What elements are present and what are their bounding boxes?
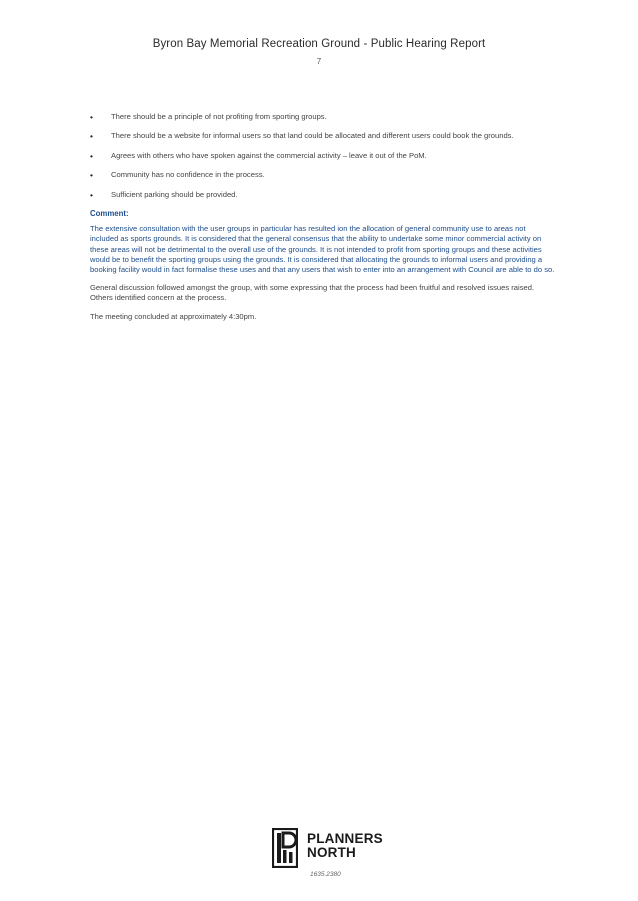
closing-paragraph: The meeting concluded at approximately 4:30pm. bbox=[90, 311, 257, 321]
comment-heading: Comment: bbox=[90, 208, 129, 218]
body-content bbox=[90, 112, 556, 330]
logo-line-north: NORTH bbox=[307, 845, 356, 860]
planners-north-logo-icon bbox=[272, 828, 298, 868]
list-item: • There should be a principle of not profiting from sporting groups. bbox=[90, 112, 556, 122]
logo-line-planners: PLANNERS bbox=[307, 831, 383, 846]
logo-wordmark bbox=[307, 832, 383, 860]
bullet-list bbox=[90, 112, 556, 200]
list-item: • Agrees with others who have spoken against the commercial activity – leave it out of the PoM. bbox=[90, 151, 556, 161]
discussion-paragraph: General discussion followed amongst the group, with some expressing that the process had been fruitful and resolved issues raised. Others identified concern at the process. bbox=[90, 283, 535, 303]
list-item: • Community has no confidence in the process. bbox=[90, 170, 556, 180]
document-code: 1635.2380 bbox=[310, 871, 341, 878]
document-title: Byron Bay Memorial Recreation Ground - Public Hearing Report bbox=[152, 38, 486, 50]
footer bbox=[272, 828, 412, 884]
list-item: • Sufficient parking should be provided. bbox=[90, 190, 556, 200]
comment-paragraph: The extensive consultation with the user groups in particular has resulted ion the allocation of general community use to areas not included as sports grounds. It is considered that the general consensus that the ability to undertake some minor commercial activity on these areas will not be detrimental to the overall use of the grounds. It is not intended to profit from sporting groups and these activities would be to benefit the sporting groups using the grounds. It is considered that allocating the grounds to informal users and providing a booking facility would in fact formalise these uses and that any users that wish to enter into an arrangement with Council are able to do so. bbox=[90, 224, 555, 274]
list-item: • There should be a website for informal users so that land could be allocated and different users could book the grounds. bbox=[90, 131, 556, 141]
page-number: 7 bbox=[316, 57, 322, 66]
page-header bbox=[0, 38, 638, 66]
